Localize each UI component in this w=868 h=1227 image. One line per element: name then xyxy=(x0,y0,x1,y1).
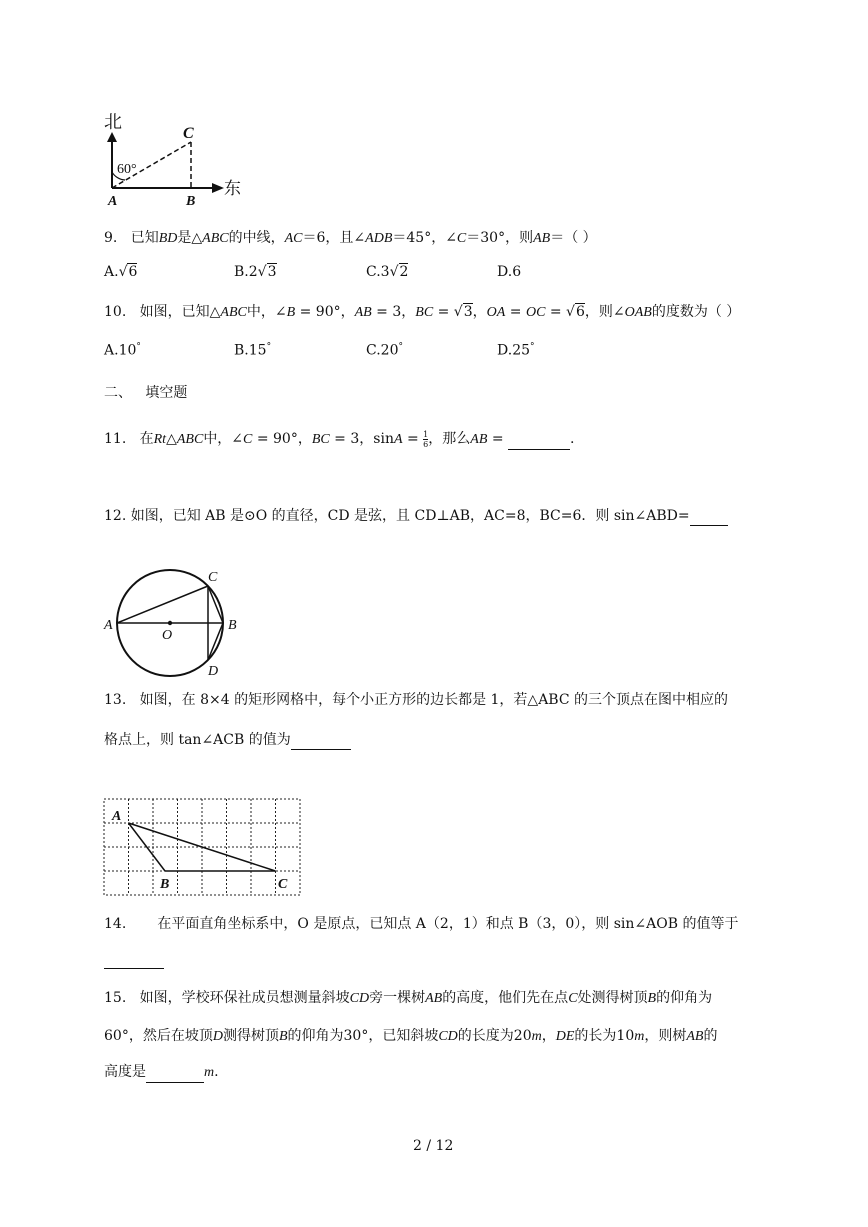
bearing-diagram xyxy=(96,108,246,208)
question-14: 14. 在平面直角坐标系中，O 是原点，已知点 A（2，1）和点 B（3，0），则 sin∠AOB 的值等于 xyxy=(104,916,739,932)
option-a[interactable]: A.√6 xyxy=(104,264,138,280)
section-heading: 二、 填空题 xyxy=(104,385,188,401)
question-number: 12. xyxy=(104,508,127,524)
question-9: 9. 已知BD是△ABC的中线，AC＝6，且∠ADB＝45°，∠C＝30°，则AB＝（ ） xyxy=(104,230,597,246)
point-C: C xyxy=(208,570,218,585)
point-C: C xyxy=(278,877,288,892)
question-number: 10. xyxy=(104,304,127,320)
option-c[interactable]: C.3√2 xyxy=(366,264,409,280)
answer-blank[interactable] xyxy=(690,511,728,526)
north-label: 北 xyxy=(104,112,122,132)
point-C: C xyxy=(183,125,194,142)
answer-blank[interactable] xyxy=(104,967,164,969)
question-15-line-1: 15. 如图，学校环保社成员想测量斜坡CD旁一棵树AB的高度，他们先在点C处测得树顶B的仰角为 xyxy=(104,990,713,1006)
question-10: 10. 如图，已知△ABC中，∠B = 90°，AB = 3，BC = √3，OA = OC = √6，则∠OAB的度数为（ ） xyxy=(104,304,741,320)
question-12: 12. 如图，已知 AB 是⊙O 的直径，CD 是弦，且 CD⊥AB，AC=8，BC=6．则 sin∠ABD= xyxy=(104,506,728,526)
point-A: A xyxy=(108,194,118,208)
option-c[interactable]: C.20° xyxy=(366,342,403,359)
question-11: 11. 在Rt△ABC中，∠C = 90°，BC = 3，sinA = $\frac{1}{6}$ ，那么AB = . xyxy=(104,429,575,449)
question-number: 13. xyxy=(104,692,127,708)
question-13-line-2: 格点上，则 tan∠ACB 的值为 xyxy=(104,730,351,750)
point-B: B xyxy=(160,877,170,892)
point-B: B xyxy=(186,194,196,208)
question-number: 14. xyxy=(104,916,127,932)
point-A: A xyxy=(104,618,113,633)
option-b[interactable]: B.15° xyxy=(234,342,272,359)
answer-blank[interactable] xyxy=(291,735,351,750)
point-D: D xyxy=(208,664,219,679)
answer-blank[interactable] xyxy=(508,435,570,450)
answer-blank[interactable] xyxy=(146,1068,204,1083)
angle-label: 60° xyxy=(117,162,137,177)
point-B: B xyxy=(228,618,237,633)
question-13-line-1: 13. 如图，在 8×4 的矩形网格中，每个小正方形的边长都是 1，若△ABC 的三个顶点在图中相应的 xyxy=(104,692,729,708)
question-number: 11. xyxy=(104,431,127,447)
option-b[interactable]: B.2√3 xyxy=(234,264,277,280)
option-d[interactable]: D.6 xyxy=(497,264,522,280)
question-number: 15. xyxy=(104,990,127,1006)
circle-diagram xyxy=(100,560,250,680)
point-O: O xyxy=(162,628,173,643)
point-A: A xyxy=(112,809,122,824)
option-a[interactable]: A.10° xyxy=(104,342,141,359)
question-15-line-2: 60°，然后在坡顶D测得树顶B的仰角为30°，已知斜坡CD的长度为20m，DE的长为10m，则树AB的 xyxy=(104,1028,718,1044)
question-number: 9. xyxy=(104,230,118,246)
grid-diagram xyxy=(100,795,310,905)
question-15-line-3: 高度是 m. xyxy=(104,1062,219,1083)
east-label: 东 xyxy=(224,179,241,198)
page-number: 2 / 12 xyxy=(413,1138,454,1154)
option-d[interactable]: D.25° xyxy=(497,342,535,359)
